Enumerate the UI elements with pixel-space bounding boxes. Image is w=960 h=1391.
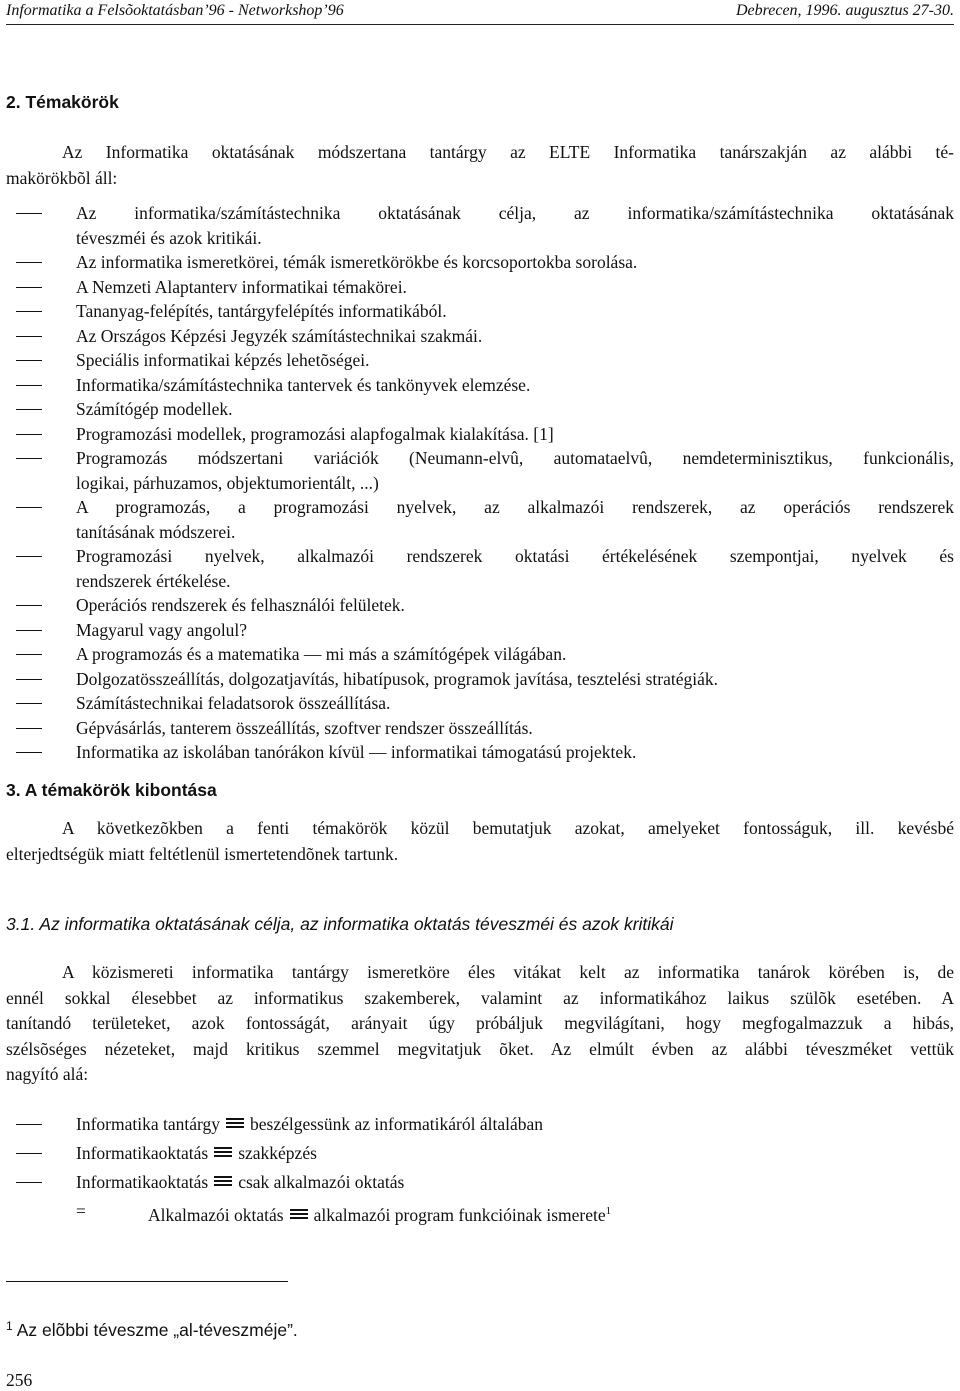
running-header (6, 0, 954, 25)
footnote-rule (6, 1281, 288, 1282)
dash-bullet (16, 458, 42, 459)
dash-bullet (16, 311, 42, 312)
equivalence-symbol (290, 1208, 308, 1220)
footnote-ref[interactable]: 1 (605, 1205, 612, 1217)
topic-item (6, 422, 954, 447)
dash-bullet (16, 1182, 42, 1183)
topic-text: Magyarul vagy angolul? (76, 619, 248, 640)
topic-text: Informatika/számítástechnika tantervek és tankönyvek elemzése. (76, 374, 531, 395)
s31-line-2: ennél sokkal élesebbet az informatikus szakemberek, valamint az informatikához laikus szülõk esetében. A (6, 987, 954, 1008)
topic-item (6, 299, 954, 324)
topic-text: Programozás módszertani variációk (Neumann-elvû, automataelvû, nemdeterminisztikus, funkcionális, (76, 448, 954, 468)
topic-text: Számítógép modellek. (76, 399, 233, 419)
topic-text: Speciális informatikai képzés lehetõségei. (76, 350, 370, 370)
dash-bullet (16, 434, 42, 435)
dash-bullet (16, 409, 42, 410)
dash-bullet (16, 1124, 42, 1125)
topic-item (6, 275, 954, 300)
footnote-number: 1 (6, 1319, 13, 1333)
misconception-left: Informatika tantárgy (76, 1114, 220, 1134)
section-3-heading: 3. A témakörök kibontása (6, 780, 217, 800)
dash-bullet (16, 360, 42, 361)
topic-text: Az informatika ismeretkörei, témák ismeretkörökbe és korcsoportokba sorolása. (76, 252, 638, 272)
intro-line-1: Az Informatika oktatásának módszertana tantárgy az ELTE Informatika tanárszakján az alábbi té- (62, 142, 954, 162)
misconception-item (6, 1168, 954, 1197)
topic-text: Gépvásárlás, tanterem összeállítás, szoftver rendszer összeállítás. (76, 717, 533, 738)
dash-bullet (16, 679, 42, 680)
topic-text: Informatika az iskolában tanórákon kívül — informatikai támogatású projektek. (76, 742, 637, 762)
equivalence-symbol (214, 1175, 232, 1187)
topic-text: A Nemzeti Alaptanterv informatikai témakörei. (76, 276, 407, 297)
misconception-item (6, 1110, 954, 1139)
dash-bullet (16, 287, 42, 288)
equality-right: alkalmazói program funkcióinak ismerete (313, 1205, 606, 1225)
topic-text: Számítástechnikai feladatsorok összeállítása. (76, 693, 391, 713)
topic-item (6, 544, 954, 593)
topics-list (6, 201, 954, 765)
topic-item (6, 201, 954, 250)
topic-text: A programozás és a matematika — mi más a számítógépek világában. (76, 644, 567, 664)
misconception-equality-row (6, 1197, 954, 1230)
topic-text: tanításának módszerei. (76, 521, 236, 542)
section-2-heading: 2. Témakörök (6, 92, 119, 112)
s31-line-3: tanítandó területeket, azok fontosságát, arányait úgy próbáljuk megvilágítani, hogy megfogalmazzuk a hibás, (6, 1013, 954, 1033)
intro-line-2: makörökbõl áll: (6, 167, 118, 188)
dash-bullet (16, 1153, 42, 1154)
topic-text: rendszerek értékelése. (76, 570, 231, 591)
topic-text: logikai, párhuzamos, objektumorientált, ...) (76, 472, 379, 493)
topic-item (6, 397, 954, 422)
misconceptions-list (6, 1110, 954, 1230)
misconception-right: szakképzés (238, 1143, 317, 1163)
topic-item (6, 495, 954, 544)
dash-bullet (16, 213, 42, 214)
topic-item (6, 593, 954, 618)
dash-bullet (16, 605, 42, 606)
header-right: Debrecen, 1996. augusztus 27-30. (735, 2, 954, 19)
topic-item (6, 667, 954, 692)
misconception-left: Informatikaoktatás (76, 1143, 209, 1163)
topic-text: téveszméi és azok kritikái. (76, 227, 262, 248)
dash-bullet (16, 752, 42, 753)
topic-item (6, 250, 954, 275)
dash-bullet (16, 336, 42, 337)
dash-bullet (16, 630, 42, 631)
misconception-left: Informatikaoktatás (76, 1172, 209, 1192)
section-2-intro (6, 140, 954, 191)
s3-line-2: elterjedtségük miatt feltétlenül ismertetendõnek tartunk. (6, 843, 399, 864)
topic-item (6, 618, 954, 643)
footnote (6, 1319, 298, 1341)
topic-item (6, 373, 954, 398)
page-number: 256 (6, 1370, 33, 1390)
s31-line-5: nagyító alá: (6, 1064, 89, 1084)
section-3-1-heading: 3.1. Az informatika oktatásának célja, az informatika oktatás téveszméi és azok kritikái (6, 914, 674, 934)
section-3-1-paragraph (6, 960, 954, 1088)
topic-item (6, 740, 954, 765)
topic-text: Az Országos Képzési Jegyzék számítástechnikai szakmái. (76, 325, 483, 346)
misconception-item (6, 1139, 954, 1168)
topic-item (6, 446, 954, 495)
equivalence-symbol (214, 1146, 232, 1158)
equality-left: Alkalmazói oktatás (148, 1205, 284, 1225)
topic-text: Dolgozatösszeállítás, dolgozatjavítás, hibatípusok, programok javítása, tesztelési stratégiák. (76, 668, 718, 689)
dash-bullet (16, 703, 42, 704)
equals-sign: = (76, 1201, 86, 1221)
topic-item (6, 691, 954, 716)
topic-text: Operációs rendszerek és felhasználói felületek. (76, 595, 405, 615)
topic-item (6, 324, 954, 349)
topic-text: Programozási modellek, programozási alapfogalmak kialakítása. [1] (76, 423, 554, 444)
header-left: Informatika a Felsõoktatásban’96 - Networkshop’96 (6, 2, 344, 19)
dash-bullet (16, 507, 42, 508)
section-3-paragraph (6, 816, 954, 867)
topic-text: A programozás, a programozási nyelvek, az alkalmazói rendszerek, az operációs rendszerek (76, 497, 954, 517)
misconception-right: csak alkalmazói oktatás (238, 1172, 405, 1192)
topic-item (6, 348, 954, 373)
topic-item (6, 716, 954, 741)
dash-bullet (16, 556, 42, 557)
s31-line-4: szélsõséges nézeteket, majd kritikus szemmel megvitatjuk õket. Az elmúlt évben az alábbi téveszméket vettük (6, 1038, 954, 1059)
topic-text: Tananyag-felépítés, tantárgyfelépítés informatikából. (76, 301, 447, 321)
topic-text: Programozási nyelvek, alkalmazói rendszerek oktatási értékelésének szempontjai, nyelvek és (76, 546, 954, 566)
footnote-text: Az elõbbi téveszme „al-téveszméje”. (16, 1320, 298, 1340)
s31-line-1: A közismereti informatika tantárgy ismeretköre éles vitákat kelt az informatika tanárok körében is, de (62, 962, 954, 982)
equivalence-symbol (226, 1117, 244, 1129)
topic-text: Az informatika/számítástechnika oktatásának célja, az informatika/számítástechnika oktatásának (76, 203, 954, 223)
s3-line-1: A következõkben a fenti témakörök közül bemutatjuk azokat, amelyeket fontosságuk, ill. kevésbé (62, 818, 954, 838)
topic-item (6, 642, 954, 667)
misconception-right: beszélgessünk az informatikáról általában (250, 1114, 544, 1134)
dash-bullet (16, 654, 42, 655)
dash-bullet (16, 728, 42, 729)
dash-bullet (16, 262, 42, 263)
dash-bullet (16, 385, 42, 386)
